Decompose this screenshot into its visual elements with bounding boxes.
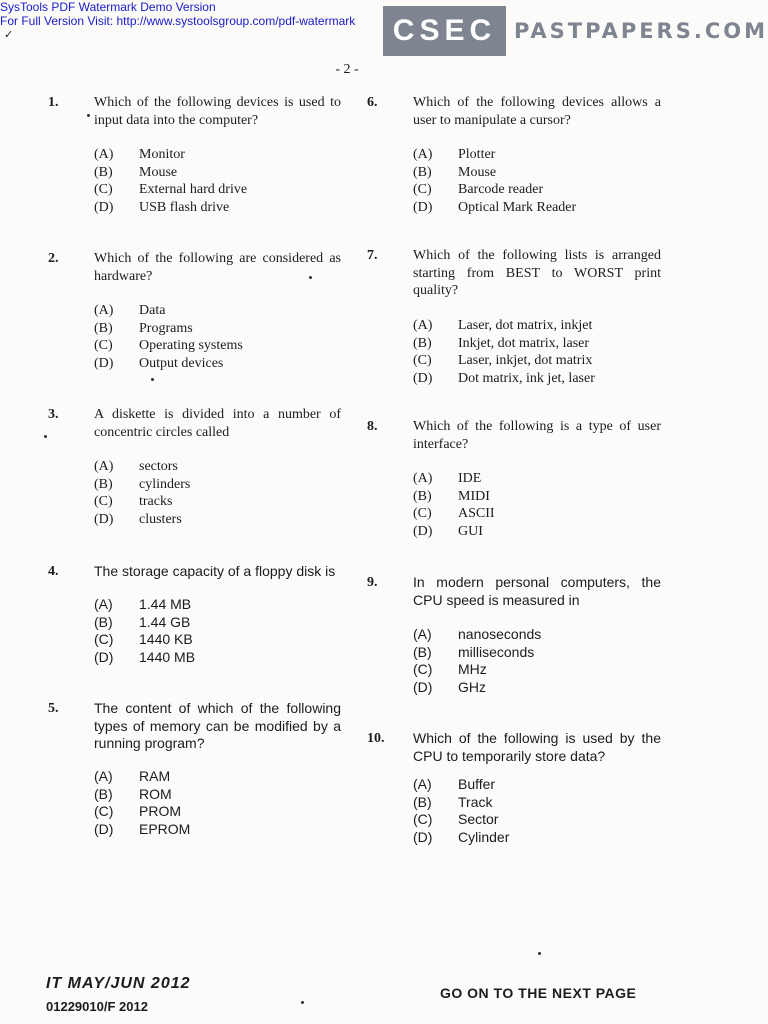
scan-speck (301, 1001, 304, 1004)
question-text: The content of which of the following types of memory can be modified by a running program? (94, 700, 341, 751)
watermark-line-1: SysTools PDF Watermark Demo Version (0, 0, 216, 14)
question-number: 7. (367, 248, 378, 263)
paper-code: 01229010/F 2012 (46, 999, 148, 1014)
scan-speck (87, 114, 90, 117)
tick-mark: ✓ (4, 28, 14, 41)
question-number: 9. (367, 575, 378, 590)
next-page-note: GO ON TO THE NEXT PAGE (440, 985, 637, 1001)
question-text: In modern personal computers, the CPU speed is measured in (413, 574, 661, 608)
question-text: Which of the following are considered as hardware? (94, 251, 341, 284)
exam-footer (46, 975, 191, 1014)
question-number: 5. (48, 701, 59, 716)
question-number: 10. (367, 731, 385, 746)
scan-speck (309, 276, 312, 279)
scan-speck (151, 378, 154, 381)
question-text: The storage capacity of a floppy disk is (94, 563, 336, 579)
question-text: Which of the following devices allows a user to manipulate a cursor? (413, 95, 661, 128)
page-number: - 2 - (335, 62, 359, 77)
question-text: A diskette is divided into a number of concentric circles called (94, 407, 341, 440)
question-text: Which of the following is a type of user interface? (413, 419, 661, 452)
scan-speck (44, 435, 47, 438)
logo-text: PASTPAPERS.COM (513, 19, 768, 43)
question-number: 1. (48, 95, 59, 110)
question-number: 6. (367, 95, 378, 110)
question-number: 4. (48, 564, 59, 579)
logo-box: CSEC (383, 6, 506, 56)
watermark-line-2: For Full Version Visit: http://www.systoolsgroup.com/pdf-watermark (0, 14, 356, 28)
exam-label: IT MAY/JUN 2012 (46, 975, 191, 992)
question-number: 8. (367, 419, 378, 434)
csec-logo (383, 6, 768, 56)
scan-speck (538, 952, 541, 955)
question-text: Which of the following is used by the CPU to temporarily store data? (413, 730, 661, 764)
question-number: 3. (48, 407, 59, 422)
question-text: Which of the following devices is used to input data into the computer? (94, 95, 341, 128)
question-text: Which of the following lists is arranged starting from BEST to WORST print quality? (413, 248, 661, 298)
question-number: 2. (48, 251, 59, 266)
